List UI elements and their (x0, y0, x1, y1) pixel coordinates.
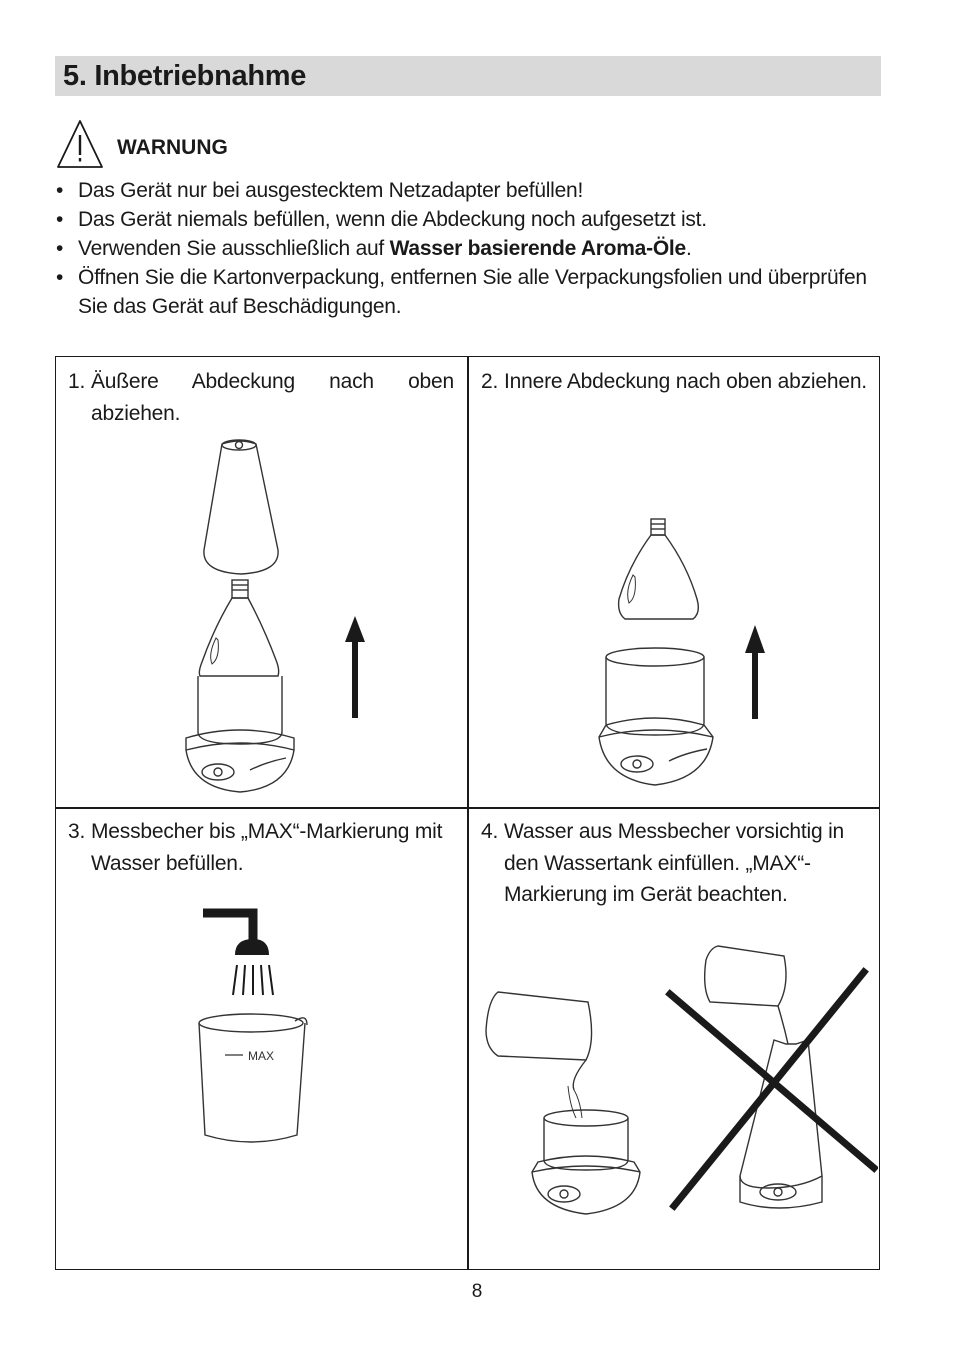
warning-item-text-bold: Wasser basierende Aroma-Öle (389, 237, 686, 260)
step-3-number: 3. (68, 820, 86, 843)
step-4-text (481, 816, 871, 911)
faucet-and-measuring-cup-illustration (195, 905, 315, 1150)
step-4-description: Wasser aus Messbecher vorsichtig in den Wassertank einfüllen. „MAX“-Markierung im Gerät beachten. (504, 820, 845, 906)
warning-item (55, 263, 885, 321)
warning-item-text-after: . (685, 237, 692, 260)
step-3-description: Messbecher bis „MAX“-Markierung mit Wasser befüllen. (91, 820, 443, 875)
arrow-up-icon (745, 625, 765, 719)
cross-out-icon (670, 972, 874, 1206)
measuring-cup-icon (199, 1014, 307, 1142)
diffuser-inner-cover-illustration (595, 515, 795, 795)
section-title: 5. Inbetriebnahme (63, 60, 307, 92)
grid-divider-vertical (467, 356, 469, 1270)
warning-list (55, 176, 885, 321)
bullet-dot: • (56, 208, 64, 231)
step-4-number: 4. (481, 820, 499, 843)
step-1-text (68, 366, 454, 429)
pouring-water-illustration (478, 940, 878, 1220)
arrow-up-icon (345, 616, 365, 718)
warning-item (55, 176, 885, 205)
warning-item (55, 205, 885, 234)
bullet-dot: • (56, 266, 64, 289)
bullet-dot: • (56, 179, 64, 202)
diffuser-outer-cover-illustration (170, 432, 400, 802)
step-2-number: 2. (481, 370, 499, 393)
section-heading-bar (55, 56, 881, 96)
correct-pouring-illustration (486, 992, 640, 1214)
warning-label: WARNUNG (117, 136, 228, 159)
step-3-text (68, 816, 456, 879)
warning-triangle-icon (55, 118, 105, 170)
warning-item-text-before: Verwenden Sie ausschließlich auf (78, 237, 390, 260)
step-2-description: Innere Abdeckung nach oben abziehen. (504, 370, 867, 393)
warning-item-text: Das Gerät nur bei ausgestecktem Netzadapter befüllen! (78, 179, 584, 202)
step-1-description: Äußere Abdeckung nach oben abziehen. (91, 370, 454, 425)
page-number: 8 (471, 1281, 483, 1302)
faucet-icon (203, 913, 273, 995)
bullet-dot: • (56, 237, 64, 260)
grid-divider-horizontal (55, 807, 880, 809)
step-2-text (481, 366, 868, 398)
warning-item-text: Öffnen Sie die Kartonverpackung, entfernen Sie alle Verpackungsfolien und überprüfen Sie das Gerät auf Beschädigungen. (78, 266, 867, 318)
warning-item (55, 234, 885, 263)
cup-max-label: MAX (248, 1049, 275, 1063)
step-1-number: 1. (68, 370, 86, 393)
warning-item-text: Das Gerät niemals befüllen, wenn die Abdeckung noch aufgesetzt ist. (78, 208, 707, 231)
